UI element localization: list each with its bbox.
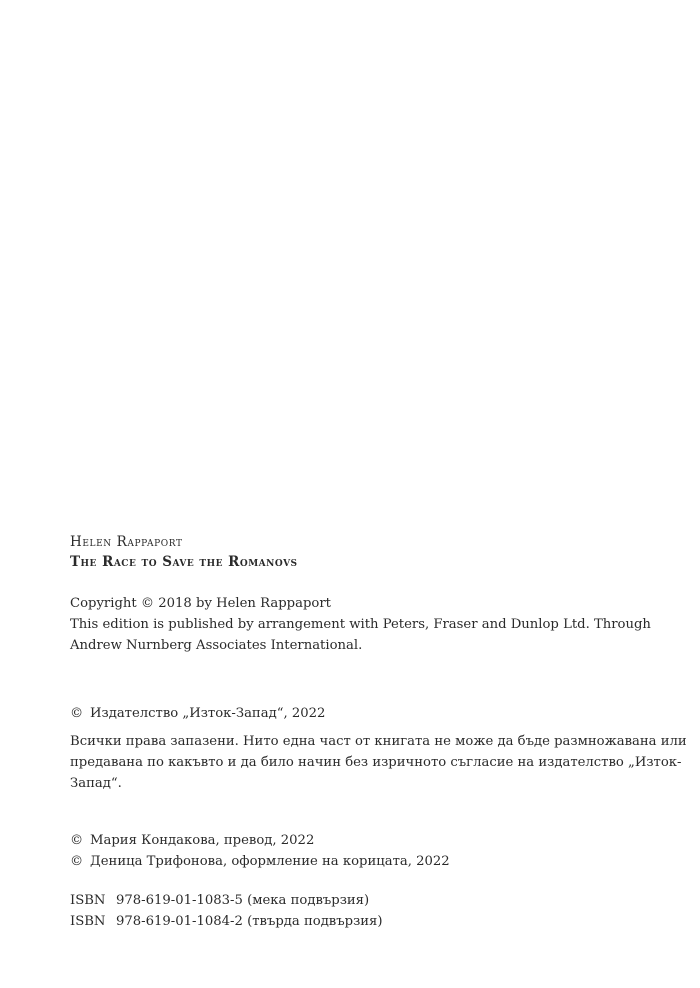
isbn-label: ISBN — [70, 914, 106, 929]
copyright-notice — [70, 593, 651, 656]
copyright-line-2: This edition is published by arrangement with Peters, Fraser and Dunlop Ltd. Through — [70, 617, 651, 632]
publisher-text: Издателство „Изток-Запад“, 2022 — [90, 706, 326, 721]
book-author — [70, 532, 630, 553]
isbn-paperback — [70, 890, 630, 911]
copyright-symbol: © — [70, 706, 84, 721]
credit-text: Деница Трифонова, оформление на корицата, 2022 — [90, 854, 450, 869]
credit-translation — [70, 830, 630, 851]
rights-line-1: Всички права запазени. Нито една част от книгата не може да бъде размножавана или — [70, 734, 687, 749]
copyright-line-1: Copyright © 2018 by Helen Rappaport — [70, 596, 331, 611]
credit-text: Мария Кондакова, превод, 2022 — [90, 833, 315, 848]
credit-cover — [70, 851, 630, 872]
publisher-line — [70, 703, 630, 724]
book-title-text: The Race to Save the Romanovs — [70, 554, 298, 570]
credits-list — [70, 830, 630, 872]
author-name: Helen Rappaport — [70, 534, 183, 550]
rights-line-2: предавана по какъвто и да било начин без изричното съгласие на издателство „Изток- — [70, 755, 682, 770]
isbn-list — [70, 890, 630, 932]
isbn-value: 978-619-01-1083-5 (мека подвързия) — [116, 893, 370, 908]
isbn-hardcover — [70, 911, 630, 932]
isbn-label: ISBN — [70, 893, 106, 908]
book-title — [70, 552, 630, 573]
copyright-symbol: © — [70, 833, 84, 848]
rights-line-3: Запад“. — [70, 776, 122, 791]
copyright-line-3: Andrew Nurnberg Associates International. — [70, 638, 363, 653]
isbn-value: 978-619-01-1084-2 (твърда подвързия) — [116, 914, 383, 929]
publisher-notice — [70, 703, 630, 724]
copyright-symbol: © — [70, 854, 84, 869]
rights-notice — [70, 731, 687, 794]
